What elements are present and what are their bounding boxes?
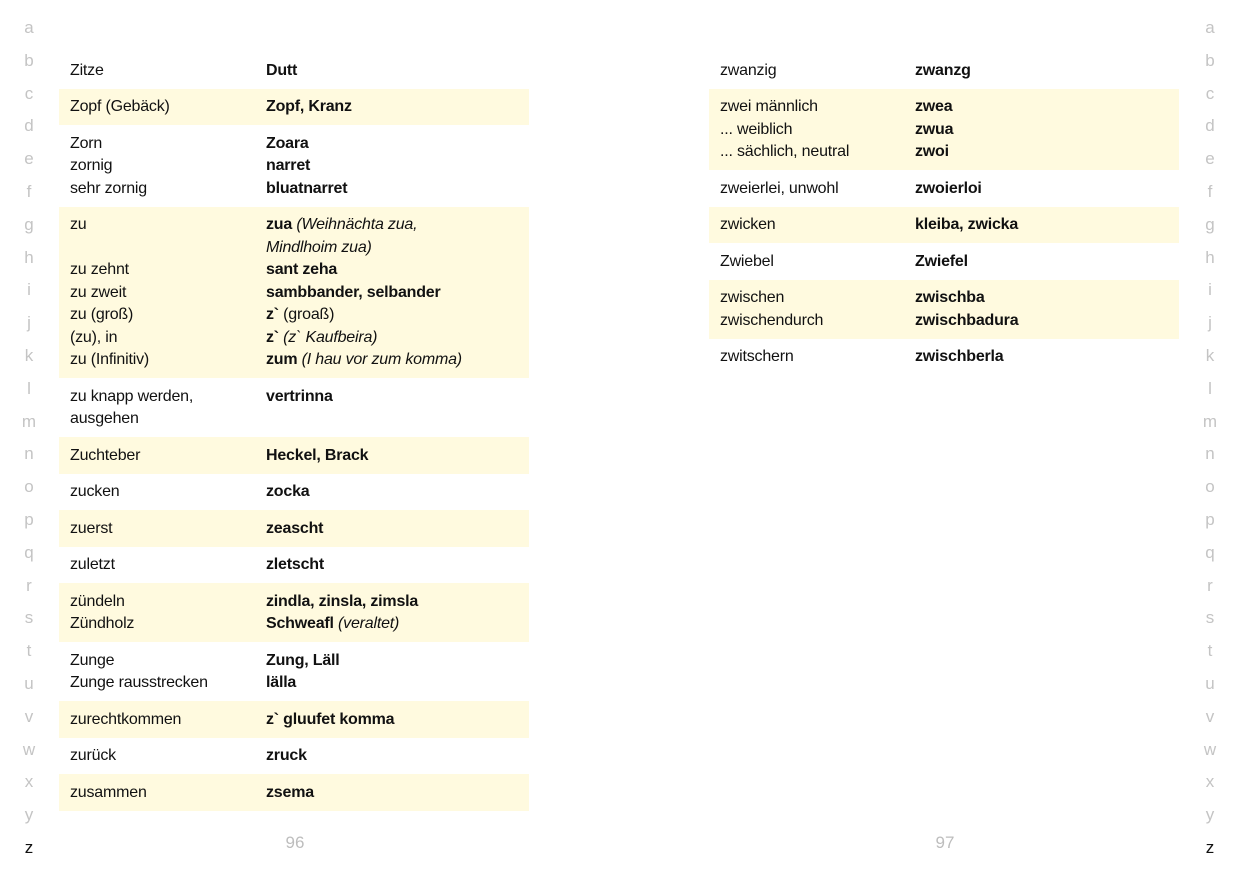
entry-group [709,170,1179,207]
alphabet-letter-b[interactable]: b [1205,50,1215,70]
dialect-word: Heckel, Brack [266,446,369,464]
alphabet-letter-p[interactable]: p [1205,509,1215,529]
dialect-translation [915,178,982,201]
alphabet-letter-x[interactable]: x [24,772,34,792]
usage-note: (Weihnächta zua, [292,216,418,233]
german-term: zu zehnt [70,261,129,278]
dialect-translation [266,481,309,504]
dialect-translation [266,672,296,695]
dialect-translation [266,613,399,636]
entry-line [59,518,529,541]
german-term: zwitschern [720,348,794,365]
entry-line [59,782,529,805]
german-term: Zwiebel [720,252,774,270]
entry-line [59,237,529,260]
dialect-word: zindla, zinsla, zimsla [266,592,419,610]
dialect-translation [266,745,307,768]
alphabet-letter-w[interactable]: w [22,739,36,759]
alphabet-letter-u[interactable]: u [1205,673,1215,693]
dialect-word: zeascht [266,519,324,537]
dialect-translation [915,60,971,83]
entry-group [59,510,529,547]
dialect-word: z` [266,328,279,346]
entry-line [709,178,1179,201]
alphabet-letter-n[interactable]: n [1205,444,1215,464]
dialect-translation [266,518,323,541]
entry-group [709,243,1179,280]
alphabet-letter-k[interactable]: k [24,345,34,365]
german-term: ... sächlich, neutral [720,143,850,160]
dialect-translation [915,346,1004,369]
alphabet-letter-p[interactable]: p [24,509,34,529]
alphabet-letter-a[interactable]: a [24,18,34,37]
entry-line [59,672,529,695]
dialect-translation [266,304,334,327]
entry-line [59,554,529,577]
entry-group [59,125,529,207]
dialect-translation [266,282,441,305]
dictionary-column-right [709,52,1179,375]
entry-line [59,613,529,636]
entry-line [709,96,1179,119]
entry-line [59,178,529,201]
dialect-word: zwoi [915,143,949,160]
alphabet-letter-o[interactable]: o [1205,477,1215,497]
dialect-translation [266,60,297,83]
dialect-word: zum [266,351,298,368]
entry-line [59,304,529,327]
entry-group [59,774,529,811]
german-term: zwischen [720,289,785,306]
dialect-translation [266,178,347,201]
dialect-word: Zopf, Kranz [266,98,352,115]
dialect-translation [266,133,309,156]
entry-line [59,155,529,178]
page-number-right: 97 [935,833,955,852]
entry-group [59,437,529,474]
entry-group [59,547,529,584]
german-term: zurück [70,747,116,764]
alphabet-letter-u[interactable]: u [24,673,34,693]
alphabet-letter-h[interactable]: h [1205,247,1215,267]
german-term: Zorn [70,134,103,152]
german-term: sehr zornig [70,179,147,197]
dialect-word: Zung, Läll [266,651,340,669]
alphabet-letter-i[interactable]: i [1208,280,1212,300]
dialect-word: lälla [266,674,297,691]
alphabet-letter-y[interactable]: y [1205,805,1215,825]
alphabet-letter-t[interactable]: t [26,641,32,661]
alphabet-letter-r[interactable]: r [26,575,32,595]
alphabet-letter-m[interactable]: m [1202,411,1218,431]
alphabet-letter-s[interactable]: s [1205,608,1215,628]
entry-line [59,591,529,614]
alphabet-letter-h[interactable]: h [24,247,34,267]
dialect-translation [915,119,953,142]
usage-note: (z` Kaufbeira) [278,328,378,346]
alphabet-letter-r[interactable]: r [1207,575,1213,595]
dialect-word: zletscht [266,556,324,573]
german-term: zündeln [70,592,125,610]
entry-line [59,445,529,468]
alphabet-letter-d[interactable]: d [1205,116,1215,136]
alphabet-letter-b[interactable]: b [24,50,34,70]
dialect-word: zwischbadura [915,311,1019,329]
dialect-word: vertrinna [266,387,333,405]
entry-line [709,214,1179,237]
alphabet-letter-c[interactable]: c [24,83,34,103]
dialect-translation [266,782,314,805]
dialect-translation [266,259,337,282]
dialect-translation [915,251,968,274]
entry-group [709,207,1179,244]
german-term: Zopf (Gebäck) [70,98,170,115]
german-term: zu zweit [70,283,127,301]
entry-group [59,642,529,701]
alphabet-letter-l[interactable]: l [1208,378,1212,398]
dialect-translation [266,386,333,409]
entry-line [709,287,1179,310]
dialect-translation [915,310,1018,333]
entry-line [59,96,529,119]
alphabet-letter-z[interactable]: z [1205,837,1215,857]
dialect-word: z` gluufet komma [266,710,395,728]
dialect-word: zocka [266,483,310,500]
dialect-word: zruck [266,747,307,764]
entry-line [59,327,529,350]
entry-line [59,481,529,504]
alphabet-letter-q[interactable]: q [24,542,34,562]
dialect-translation [266,214,417,237]
dialect-word: zsema [266,783,314,801]
alphabet-letter-y[interactable]: y [24,805,34,825]
dialect-word: zwanzg [915,61,971,79]
dialect-translation [266,445,368,468]
dialect-word: z` [266,306,279,323]
entry-line [59,282,529,305]
dialect-word: Zwiefel [915,252,968,270]
entry-group [709,280,1179,339]
entry-line [709,141,1179,164]
entry-line [59,214,529,237]
german-term: zwanzig [720,61,777,79]
dialect-word: Dutt [266,61,298,79]
alphabet-letter-a[interactable]: a [1205,18,1215,37]
dialect-word: zwea [915,98,953,115]
alphabet-letter-f[interactable]: f [26,181,32,201]
alphabet-letter-e[interactable]: e [24,149,34,169]
german-term: zwei männlich [720,98,818,115]
dialect-translation [266,155,310,178]
dialect-translation [266,591,418,614]
entry-line [59,709,529,732]
dialect-translation [266,327,377,350]
alphabet-letter-c[interactable]: c [1205,83,1215,103]
alphabet-letter-o[interactable]: o [24,477,34,497]
dialect-word: zwua [915,120,954,138]
alphabet-index-left [14,12,44,865]
german-term: zornig [70,157,113,174]
entry-line [59,60,529,83]
german-term: Zündholz [70,615,135,632]
entry-group [59,738,529,775]
dialect-word: kleiba, zwicka [915,216,1019,233]
entry-group [59,207,529,379]
entry-line [709,60,1179,83]
dialect-word: sant zeha [266,261,338,278]
dialect-translation [266,237,372,260]
alphabet-letter-j[interactable]: j [27,313,31,333]
german-term: zweierlei, unwohl [720,179,839,197]
usage-note: (veraltet) [333,615,400,632]
german-term: zurechtkommen [70,710,182,728]
entry-line [709,119,1179,142]
german-term: Zuchteber [70,446,141,464]
alphabet-letter-s[interactable]: s [24,608,34,628]
dialect-word: Schweafl [266,615,334,632]
alphabet-letter-g[interactable]: g [1205,214,1215,234]
german-term: ausgehen [70,410,139,427]
alphabet-letter-f[interactable]: f [1207,181,1213,201]
alphabet-letter-t[interactable]: t [1207,641,1213,661]
dialect-word: sambbander, selbander [266,283,441,301]
alphabet-letter-e[interactable]: e [1205,149,1215,169]
german-term [59,237,266,260]
dialect-translation [266,96,352,119]
entry-line [59,349,529,372]
alphabet-letter-v[interactable]: v [1205,706,1215,726]
entry-line [709,310,1179,333]
german-term: Zunge [70,651,115,669]
dialect-translation [266,709,394,732]
usage-note: (I hau vor zum komma) [297,351,462,368]
alphabet-letter-m[interactable]: m [21,411,37,431]
german-term: (zu), in [70,328,118,346]
dialect-word: zwischba [915,289,985,306]
alphabet-letter-x[interactable]: x [1205,772,1215,792]
entry-group [709,339,1179,376]
german-term: zuerst [70,519,113,537]
entry-line [709,251,1179,274]
entry-group [59,701,529,738]
german-term: zwicken [720,216,776,233]
entry-group [709,52,1179,89]
entry-line [59,259,529,282]
entry-line [59,133,529,156]
dictionary-column-left [59,52,529,811]
entry-group [709,89,1179,171]
dialect-translation [915,214,1018,237]
german-term: zwischendurch [720,311,824,329]
entry-group [59,583,529,642]
entry-group [59,378,529,437]
alphabet-letter-d[interactable]: d [24,116,34,136]
dialect-translation [266,349,462,372]
entry-line [59,386,529,409]
entry-group [59,474,529,511]
dialect-word: bluatnarret [266,179,348,197]
alphabet-letter-l[interactable]: l [27,378,31,398]
alphabet-letter-k[interactable]: k [1205,345,1215,365]
entry-group [59,89,529,126]
alphabet-index-right [1195,12,1225,865]
german-term: zu (groß) [70,306,134,323]
alphabet-letter-i[interactable]: i [27,280,31,300]
german-term: zu (Infinitiv) [70,351,149,368]
dialect-word: narret [266,157,311,174]
alphabet-letter-n[interactable]: n [24,444,34,464]
dialect-translation [266,650,340,673]
alphabet-letter-j[interactable]: j [1208,313,1212,333]
german-term: zuletzt [70,556,115,573]
usage-note: Mindlhoim zua) [266,238,372,256]
dialect-word: Zoara [266,134,309,152]
entry-line [709,346,1179,369]
alphabet-letter-w[interactable]: w [1203,739,1217,759]
entry-line [59,408,529,431]
dialect-translation [915,96,952,119]
dialect-translation [915,141,949,164]
german-term: ... weiblich [720,120,793,138]
entry-line [59,650,529,673]
alphabet-letter-v[interactable]: v [24,706,34,726]
dialect-word: zwoierloi [915,179,982,197]
dialect-translation [266,554,324,577]
dialect-word: zwischberla [915,348,1004,365]
usage-note: (groaß) [278,306,335,323]
german-term: zucken [70,483,120,500]
german-term: zu knapp werden, [70,387,194,405]
dialect-word: zua [266,216,293,233]
alphabet-letter-q[interactable]: q [1205,542,1215,562]
dialect-translation [915,287,985,310]
german-term: zu [70,216,87,233]
page-number-left: 96 [285,833,305,852]
german-term: zusammen [70,783,147,801]
alphabet-letter-z[interactable]: z [24,837,34,857]
alphabet-letter-g[interactable]: g [24,214,34,234]
entry-group [59,52,529,89]
german-term: Zitze [70,61,104,79]
german-term: Zunge rausstrecken [70,674,208,691]
entry-line [59,745,529,768]
